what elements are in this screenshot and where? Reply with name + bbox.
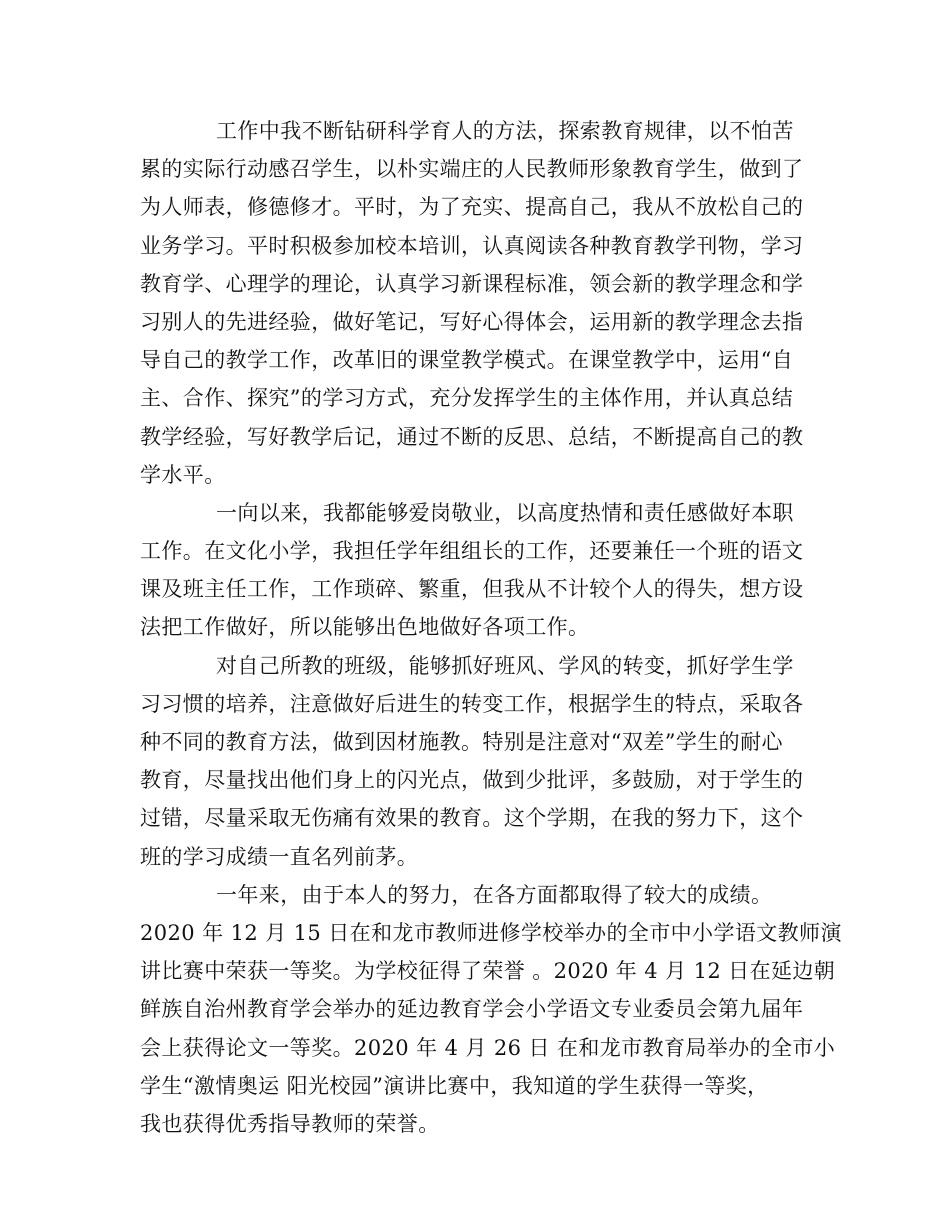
- paragraph-dedication: [140, 494, 830, 647]
- text-line: 鲜族自治州教育学会举办的延边教育学会小学语文专业委员会第九届年: [140, 997, 804, 1022]
- paragraph-self-study: [140, 112, 830, 494]
- text-line: 一年来，由于本人的努力，在各方面都取得了较大的成绩。: [216, 882, 773, 907]
- text-line: 我也获得优秀指导教师的荣誉。: [140, 1111, 440, 1136]
- text-line: 习别人的先进经验，做好笔记，写好心得体会，运用新的教学理念去指: [140, 309, 804, 334]
- text-line: 法把工作做好，所以能够出色地做好各项工作。: [140, 615, 590, 640]
- paragraph-class-management: [140, 647, 830, 876]
- text-line: 累的实际行动感召学生，以朴实端庄的人民教师形象教育学生，做到了: [140, 157, 804, 182]
- paragraph-achievements: [140, 876, 842, 1143]
- text-line: 主、合作、探究”的学习方式，充分发挥学生的主体作用，并认真总结: [140, 386, 794, 411]
- text-line: 教学经验，写好教学后记，通过不断的反思、总结，不断提高自己的教: [140, 424, 804, 449]
- text-line: 班的学习成绩一直名列前茅。: [140, 844, 419, 869]
- text-line: 学生“激情奥运 阳光校园”演讲比赛中，我知道的学生获得一等奖，: [140, 1073, 769, 1098]
- text-line: 2020 年 12 月 15 日在和龙市教师进修学校举办的全市中小学语文教师演: [140, 920, 842, 945]
- text-line: 一向以来，我都能够爱岗敬业，以高度热情和责任感做好本职: [216, 500, 794, 525]
- text-line: 教育，尽量找出他们身上的闪光点，做到少批评，多鼓励，对于学生的: [140, 768, 804, 793]
- text-line: 对自己所教的班级，能够抓好班风、学风的转变，抓好学生学: [216, 653, 794, 678]
- text-line: 会上获得论文一等奖。2020 年 4 月 26 日 在和龙市教育局举办的全市小: [140, 1035, 836, 1060]
- text-line: 课及班主任工作，工作琐碎、繁重，但我从不计较个人的得失，想方设: [140, 577, 804, 602]
- text-line: 习习惯的培养，注意做好后进生的转变工作，根据学生的特点，采取各: [140, 691, 804, 716]
- text-line: 业务学习。平时积极参加校本培训，认真阅读各种教育教学刊物，学习: [140, 233, 804, 258]
- text-line: 教育学、心理学的理论，认真学习新课程标准，领会新的教学理念和学: [140, 271, 804, 296]
- text-line: 工作。在文化小学，我担任学年组组长的工作，还要兼任一个班的语文: [140, 539, 804, 564]
- text-line: 种不同的教育方法，做到因材施教。特别是注意对“双差”学生的耐心: [140, 730, 783, 754]
- text-line: 学水平。: [140, 462, 226, 487]
- text-line: 讲比赛中荣获一等奖。为学校征得了荣誉 。2020 年 4 月 12 日在延边朝: [140, 959, 836, 984]
- text-line: 工作中我不断钻研科学育人的方法，探索教育规律，以不怕苦: [216, 119, 794, 143]
- text-line: 为人师表，修德修才。平时，为了充实、提高自己，我从不放松自己的: [140, 195, 804, 220]
- text-line: 导自己的教学工作，改革旧的课堂教学模式。在课堂教学中，运用“自: [140, 348, 794, 373]
- text-line: 过错，尽量采取无伤痛有效果的教育。这个学期，在我的努力下，这个: [140, 806, 804, 831]
- document-body: [140, 112, 842, 1143]
